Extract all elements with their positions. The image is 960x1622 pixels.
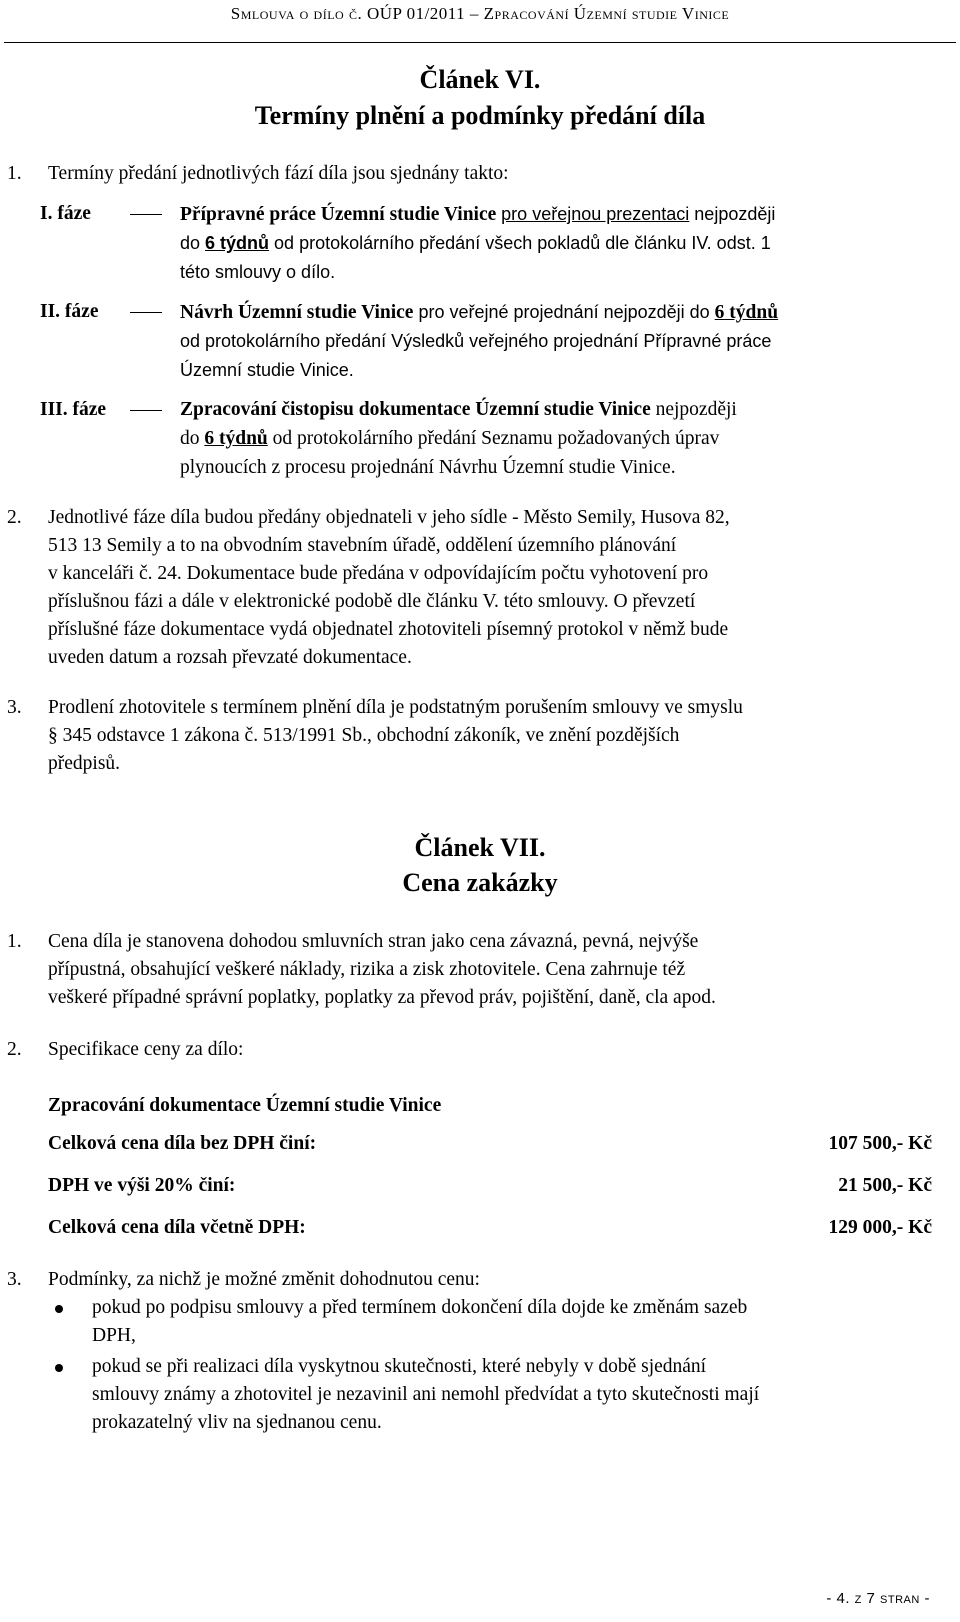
bullet-1-line: pokud po podpisu smlouvy a před termínem dokončení díla dojde ke změnám sazeb (92, 1297, 748, 1318)
art7-p1-line: Cena díla je stanovena dohodou smluvních stran jako cena závazná, pevná, nejvýše (48, 931, 699, 952)
art6-p1: Termíny předání jednotlivých fází díla jsou sjednány takto: (48, 163, 509, 184)
phase-dash (130, 214, 162, 215)
phase-3-line-1 (180, 396, 942, 425)
phase-1-text: nejpozději (689, 204, 776, 224)
price-value: 107 500,- Kč (828, 1133, 932, 1154)
phase-3-label: III. fáze (40, 399, 107, 420)
phase-1-text: do (180, 233, 206, 253)
art6-p2-line: 513 13 Semily a to na obvodním stavebním úřadě, oddělení územního plánování (48, 535, 677, 556)
phase-2-deadline: 6 týdnů (714, 302, 779, 323)
phase-3-text: do (180, 428, 205, 449)
item-number: 1. (7, 931, 22, 952)
bullet-2-line: smlouvy známy a zhotovitel je nezavinil ani nemohl předvídat a tyto skutečnosti mají (92, 1384, 760, 1405)
phase-1-underlined: pro veřejnou prezentaci (501, 204, 690, 224)
phase-1-line-3: této smlouvy o dílo. (180, 262, 336, 282)
price-value: 129 000,- Kč (828, 1217, 932, 1238)
article-6-title: Článek VI. (419, 65, 541, 94)
phase-2-title: Návrh Územní studie Vinice (180, 302, 414, 323)
phase-3-text: od protokolárního předání Seznamu požadovaných úprav (267, 428, 720, 449)
phase-1-text: od protokolárního předání všech pokladů dle článku IV. odst. 1 (269, 233, 771, 253)
phase-1-deadline: 6 týdnů (205, 233, 270, 253)
bullet-icon (55, 1305, 63, 1313)
price-label: Celková cena díla bez DPH činí: (48, 1133, 317, 1154)
phase-dash (130, 312, 162, 313)
art7-p1-line: veškeré případné správní poplatky, poplatky za převod práv, pojištění, daně, cla apod. (48, 987, 716, 1008)
art6-p3-line: předpisů. (48, 753, 121, 774)
item-number: 2. (7, 507, 22, 528)
art6-p2-line: Jednotlivé fáze díla budou předány objednateli v jeho sídle - Město Semily, Husova 82, (48, 507, 730, 528)
running-header: Smlouva o dílo č. OÚP 01/2011 – Zpracování Územní studie Vinice (230, 4, 730, 23)
art6-p2-line: příslušné fáze dokumentace vydá objednatel zhotoviteli písemný protokol v němž bude (48, 619, 729, 640)
bullet-2-line: pokud se při realizaci díla vyskytnou skutečnosti, které nebyly v době sjednání (92, 1356, 707, 1377)
art7-p3: Podmínky, za nichž je možné změnit dohodnutou cenu: (48, 1269, 480, 1290)
item-number: 2. (7, 1039, 22, 1060)
phase-1-label: I. fáze (40, 203, 91, 224)
phase-3-text: nejpozději (650, 399, 737, 420)
art6-p2-line: uveden datum a rozsah převzaté dokumentace. (48, 647, 412, 668)
art6-p3-line: § 345 odstavce 1 zákona č. 513/1991 Sb., obchodní zákoník, ve znění pozdějších (48, 725, 680, 746)
article-7-title: Článek VII. (414, 833, 546, 862)
price-label: DPH ve výši 20% činí: (48, 1175, 236, 1196)
bullet-1-line: DPH, (92, 1325, 136, 1346)
item-number: 3. (7, 697, 22, 718)
phase-3-line-2 (180, 425, 942, 454)
phase-dash (130, 410, 162, 411)
bullet-2-line: prokazatelný vliv na sjednanou cenu. (92, 1412, 382, 1433)
bullet-icon (55, 1364, 63, 1372)
phase-1-line-1 (180, 200, 942, 230)
phase-2-line-1 (180, 298, 942, 328)
phase-2-line-2: od protokolárního předání Výsledků veřejného projednání Přípravné práce (180, 331, 772, 351)
item-number: 3. (7, 1269, 22, 1290)
phase-2-label: II. fáze (40, 301, 99, 322)
price-value: 21 500,- Kč (838, 1175, 932, 1196)
phase-2-line-3: Územní studie Vinice. (180, 360, 354, 380)
phase-3-deadline: 6 týdnů (204, 428, 268, 449)
phase-1-line-2 (180, 229, 942, 258)
phase-3-line-3: plynoucích z procesu projednání Návrhu Územní studie Vinice. (180, 457, 676, 478)
phase-3-title: Zpracování čistopisu dokumentace Územní studie Vinice (180, 399, 651, 420)
header-rule (4, 42, 956, 43)
phase-1-title: Přípravné práce Územní studie Vinice (180, 204, 497, 225)
price-spec-title: Zpracování dokumentace Územní studie Vinice (48, 1095, 442, 1116)
article-6-subtitle: Termíny plnění a podmínky předání díla (254, 101, 706, 130)
phase-2-text: pro veřejné projednání nejpozději do (413, 302, 715, 322)
art7-p2: Specifikace ceny za dílo: (48, 1039, 244, 1060)
art6-p2-line: příslušnou fázi a dále v elektronické podobě dle článku V. této smlouvy. O převzetí (48, 591, 696, 612)
art7-p1-line: přípustná, obsahující veškeré náklady, rizika a zisk zhotovitele. Cena zahrnuje též (48, 959, 686, 980)
article-7-subtitle: Cena zakázky (402, 868, 558, 897)
art6-p3-line: Prodlení zhotovitele s termínem plnění díla je podstatným porušením smlouvy ve smyslu (48, 697, 743, 718)
art6-p2-line: v kanceláři č. 24. Dokumentace bude předána v odpovídajícím počtu vyhotovení pro (48, 563, 709, 584)
page-number-footer: - 4. z 7 stran - (826, 1590, 930, 1607)
price-label: Celková cena díla včetně DPH: (48, 1217, 306, 1238)
item-number: 1. (7, 163, 22, 184)
